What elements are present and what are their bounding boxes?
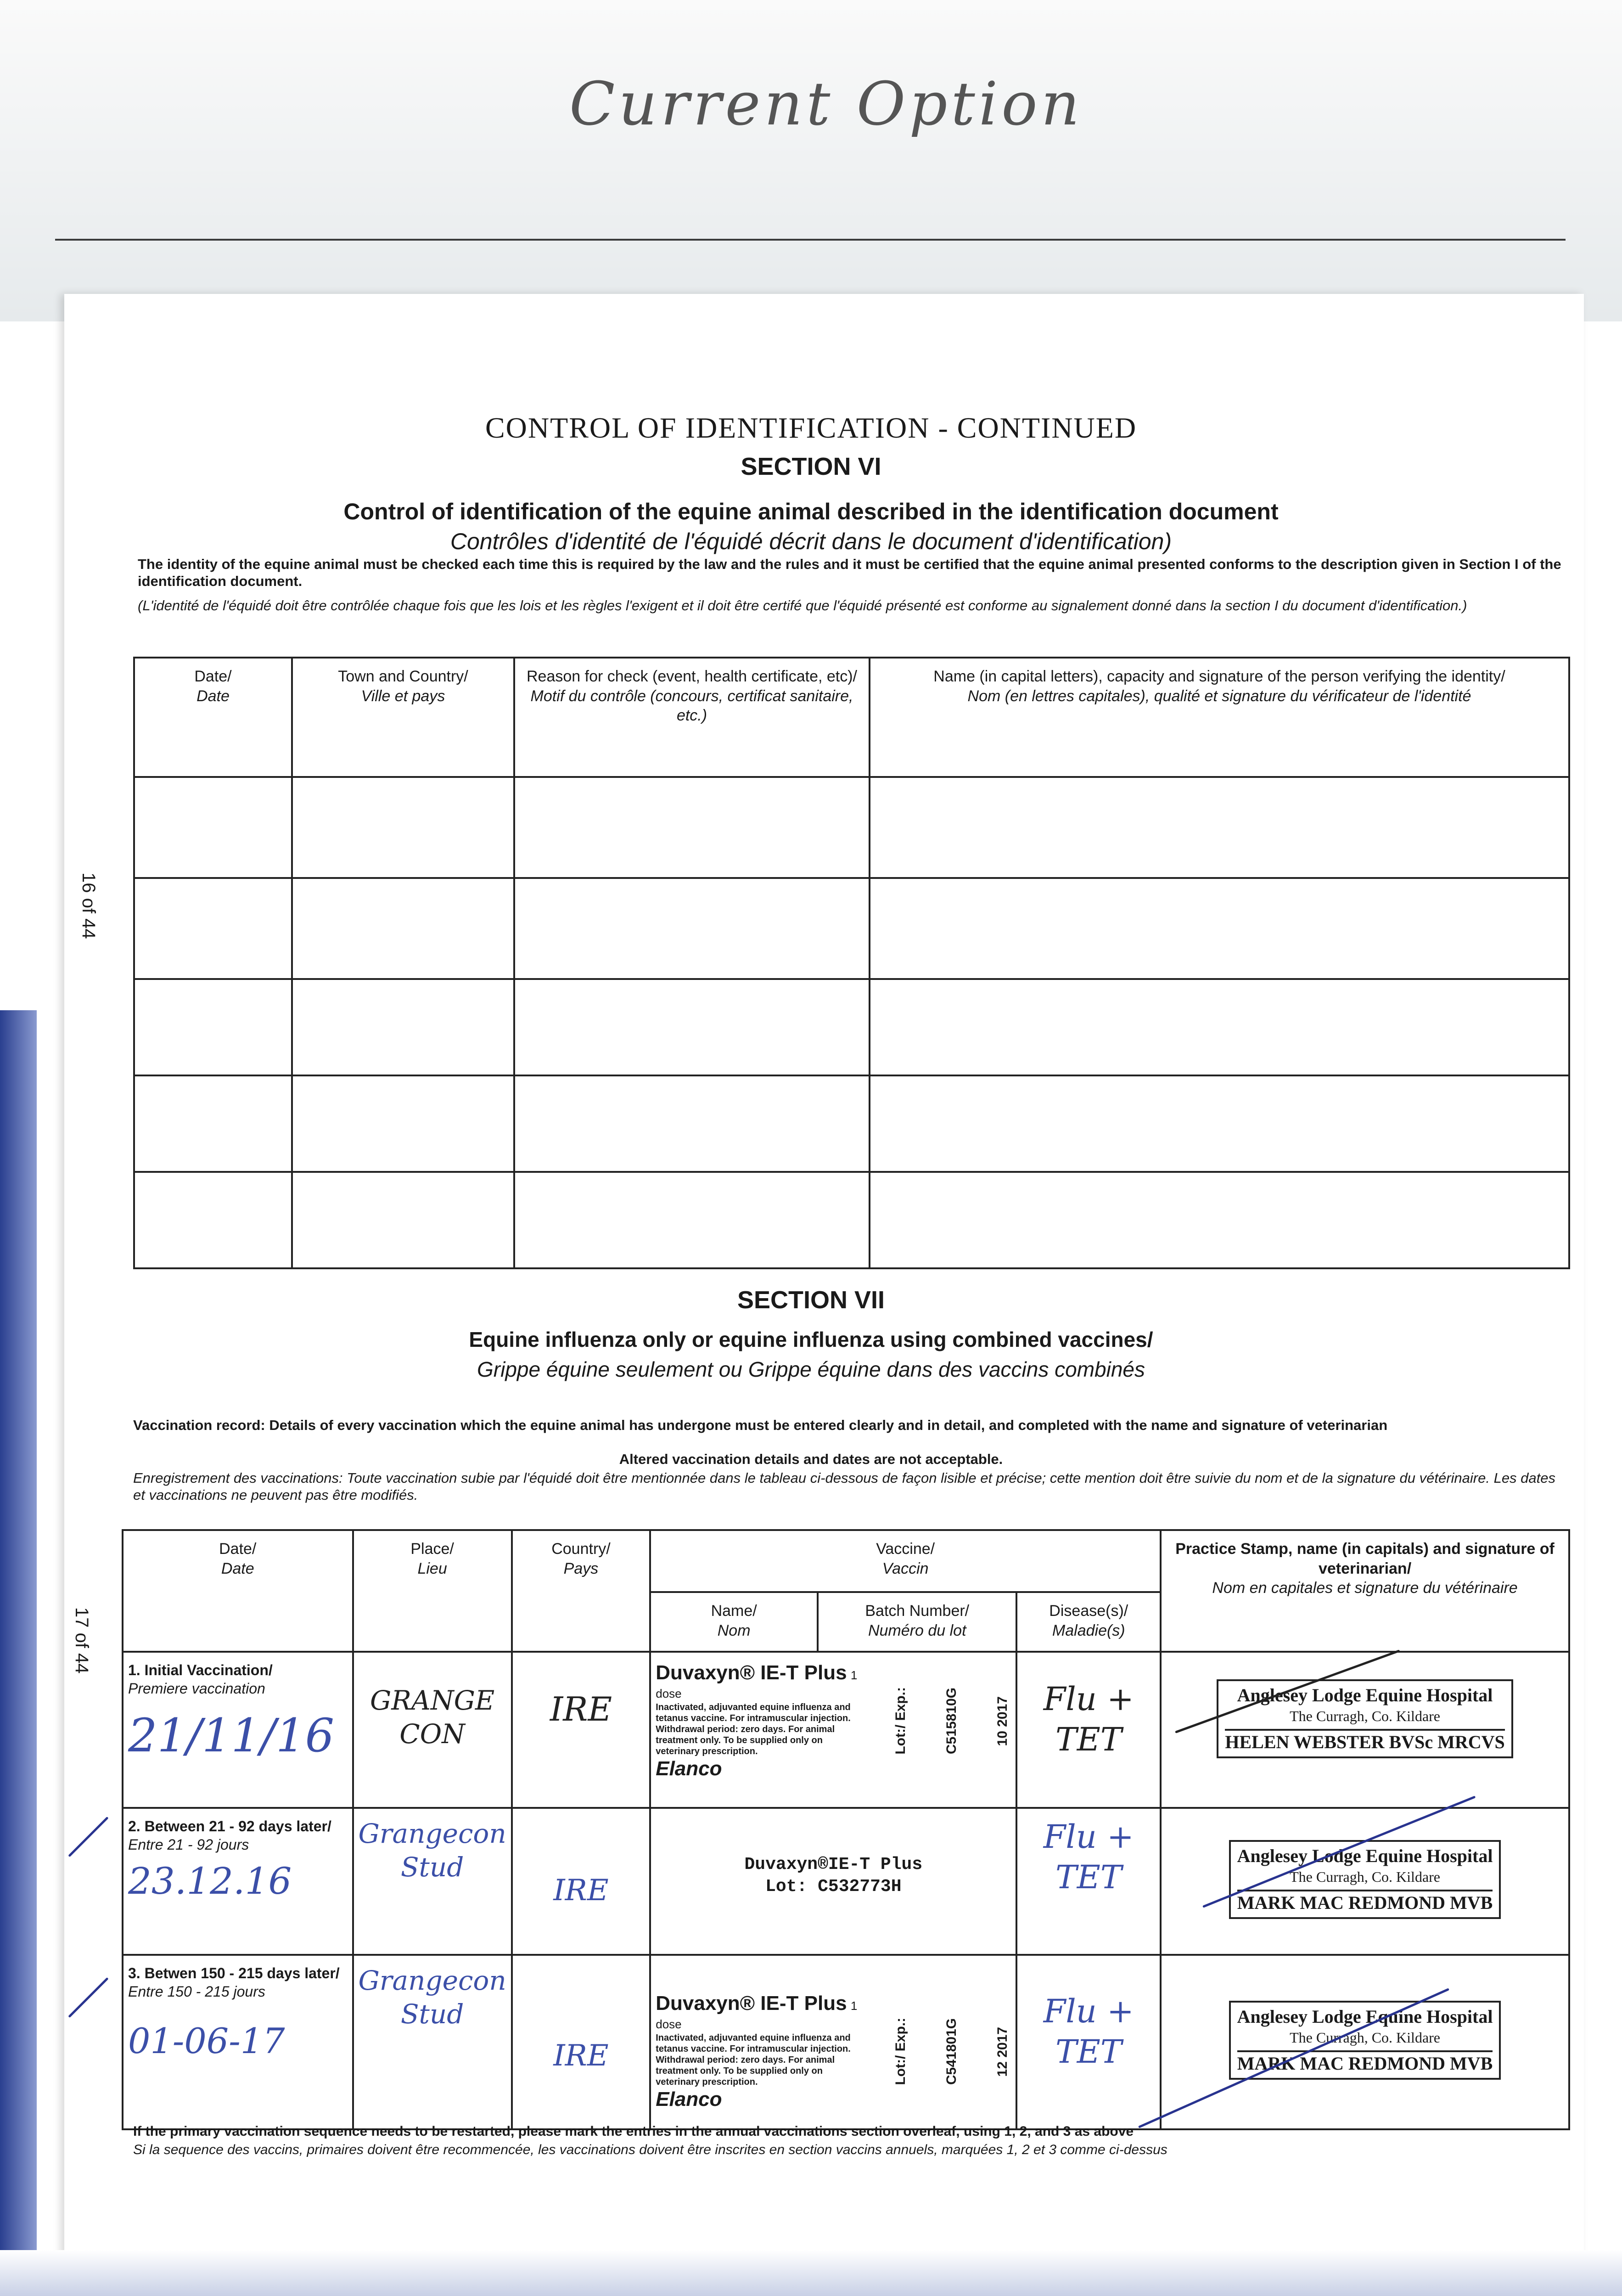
table-row: [134, 878, 1569, 979]
col-vaccine-name: Name/ Nom: [650, 1592, 818, 1652]
row1-country: IRE: [512, 1652, 651, 1808]
footer-fr: Si la sequence des vaccins, primaires doivent être recommencée, les vaccinations doivent être inscrites en section vaccins annuels, marquées 1, 2 et 3 comme ci-dessus: [133, 2142, 1167, 2157]
vaccination-record-fr: Enregistrement des vaccinations: Toute vaccination subie par l'équidé doit être mentionnée dans le tableau ci-dessous de façon lisible et précise; cette mention doit être suivie du nom et de la signature du vétérinaire. Les dates et vaccinations ne peuvent pas être modifiés.: [133, 1470, 1556, 1503]
row2-date: 23.12.16: [128, 1860, 292, 1902]
row3-date: 01-06-17: [128, 2020, 285, 2061]
row2-disease: Flu + TET: [1016, 1808, 1161, 1955]
col-date: Date/ Date: [134, 658, 292, 777]
table-row: [134, 1075, 1569, 1172]
identity-check-table: [133, 657, 1570, 1269]
section6-label: SECTION VI: [741, 453, 881, 480]
handwritten-note: Current Option: [569, 69, 1083, 139]
section6-intro-en: The identity of the equine animal must be checked each time this is required by the law and the rules and it must be certified that the equine animal presented conforms to the description given in Section I of the identification document.: [138, 556, 1561, 590]
table-row: [123, 1955, 1569, 2129]
scan-background: [0, 0, 1622, 321]
section7-label: SECTION VII: [737, 1286, 885, 1314]
section6-intro-fr: (L'identité de l'équidé doit être contrôlée chaque fois que les lois et les règles l'exigent et il doit être certifé que l'équidé présenté est conforme au signalement donné dans la section I du document d'identification.): [138, 597, 1467, 613]
col-country: Country/ Pays: [512, 1530, 651, 1652]
section7-title-en: Equine influenza only or equine influenza using combined vaccines/: [469, 1328, 1153, 1351]
row3-vaccine-label: Duvaxyn® IE-T Plus 1 dose Inactivated, adjuvanted equine influenza and tetanus vaccine. For intramuscular injection. Withdrawal period: zero days. For animal treatment only. To be supplied only on veterinary prescription. Elanco Lot:/ Exp.: C541801G 12 2017: [650, 1955, 1016, 2129]
row2-vaccine-label: Duvaxyn®IE-T Plus Lot: C532773H: [650, 1808, 1016, 1955]
col-date: Date/ Date: [123, 1530, 353, 1652]
row2-practice-stamp: Anglesey Lodge Equine Hospital The Curragh, Co. Kildare MARK MAC REDMOND MVB: [1161, 1808, 1569, 1955]
row1-date-cell: 1. Initial Vaccination/ Premiere vaccination 21/11/16: [123, 1652, 353, 1808]
section6-heading: CONTROL OF IDENTIFICATION - CONTINUED: [485, 411, 1137, 444]
row3-country: IRE: [512, 1955, 651, 2129]
row1-date: 21/11/16: [128, 1709, 335, 1762]
table-row: [123, 1652, 1569, 1808]
col-town: Town and Country/ Ville et pays: [292, 658, 514, 777]
col-reason: Reason for check (event, health certificate, etc)/ Motif du contrôle (concours, certificat sanitaire, etc.): [514, 658, 870, 777]
row1-disease: Flu + TET: [1016, 1652, 1161, 1808]
row3-place: Grangecon Stud: [353, 1955, 512, 2129]
table-row: [123, 1808, 1569, 1955]
divider: [55, 239, 1566, 241]
page-number-16: 16 of 44: [79, 872, 99, 939]
col-name: Name (in capital letters), capacity and signature of the person verifying the identity/ Nom (en lettres capitales), qualité et signature du vérificateur de l'identité: [870, 658, 1569, 777]
col-vaccine: Vaccine/ Vaccin: [650, 1530, 1161, 1592]
section6-title-en: Control of identification of the equine animal described in the identification document: [343, 499, 1279, 524]
scan-edge-bottom: [0, 2250, 1622, 2296]
row1-vaccine-label: Duvaxyn® IE-T Plus 1 dose Inactivated, adjuvanted equine influenza and tetanus vaccine. For intramuscular injection. Withdrawal period: zero days. For animal treatment only. To be supplied only on veterinary prescription. Elanco Lot:/ Exp.: C515810G 10 2017: [650, 1652, 1016, 1808]
section6-title-fr: Contrôles d'identité de l'équidé décrit dans le document d'identification): [450, 529, 1172, 554]
row3-practice-stamp: Anglesey Lodge Equine Hospital The Curragh, Co. Kildare MARK MAC REDMOND MVB: [1161, 1955, 1569, 2129]
table-row: [134, 1172, 1569, 1268]
row3-disease: Flu + TET: [1016, 1955, 1161, 2129]
row1-practice-stamp: Anglesey Lodge Equine Hospital The Curragh, Co. Kildare HELEN WEBSTER BVSc MRCVS: [1161, 1652, 1569, 1808]
row1-place: GRANGE CON: [353, 1652, 512, 1808]
section7-title-fr: Grippe équine seulement ou Grippe équine dans des vaccins combinés: [477, 1357, 1145, 1381]
page-number-17: 17 of 44: [72, 1607, 92, 1674]
scan-edge: [0, 1010, 37, 2296]
table-row: [134, 777, 1569, 878]
vaccination-record-en2: Altered vaccination details and dates are not acceptable.: [619, 1451, 1003, 1467]
vaccination-record-en: Vaccination record: Details of every vaccination which the equine animal has undergone must be entered clearly and in detail, and completed with the name and signature of veterinarian: [133, 1417, 1388, 1433]
col-disease: Disease(s)/ Maladie(s): [1016, 1592, 1161, 1652]
row2-country: IRE: [512, 1808, 651, 1955]
row2-place: Grangecon Stud: [353, 1808, 512, 1955]
col-batch: Batch Number/ Numéro du lot: [818, 1592, 1016, 1652]
col-place: Place/ Lieu: [353, 1530, 512, 1652]
row2-date-cell: 2. Between 21 - 92 days later/ Entre 21 - 92 jours 23.12.16: [123, 1808, 353, 1955]
footer-en: If the primary vaccination sequence needs to be restarted, please mark the entries in the annual vaccinations section overleaf, using 1, 2, and 3 as above: [133, 2124, 1134, 2139]
row3-date-cell: 3. Betwen 150 - 215 days later/ Entre 150 - 215 jours 01-06-17: [123, 1955, 353, 2129]
col-practice: Practice Stamp, name (in capitals) and signature of veterinarian/ Nom en capitales et signature du vétérinaire: [1161, 1530, 1569, 1652]
vaccination-table: [122, 1529, 1570, 2130]
table-row: [134, 979, 1569, 1075]
